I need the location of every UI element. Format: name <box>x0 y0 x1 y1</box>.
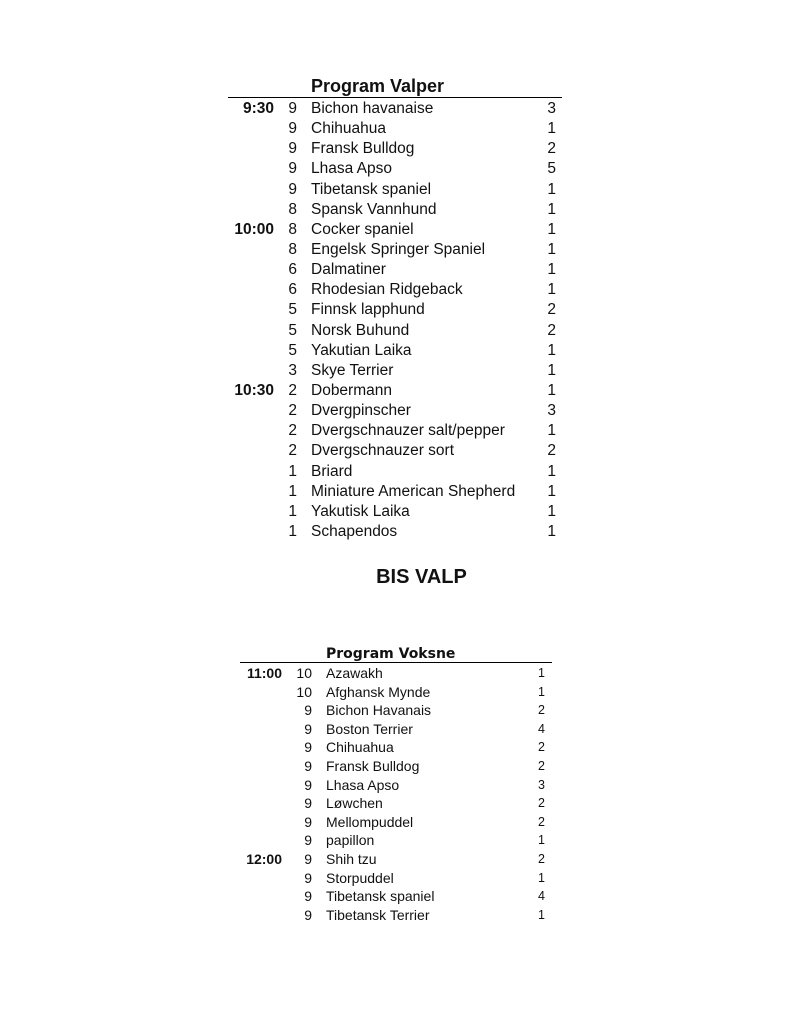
valper-title: Program Valper <box>311 76 445 96</box>
group-cell: 1 <box>288 502 297 520</box>
time-cell: 10:00 <box>234 220 274 238</box>
group-cell: 8 <box>288 200 297 218</box>
count-cell: 1 <box>547 240 556 258</box>
breed-cell: Chihuahua <box>326 739 394 756</box>
count-cell: 2 <box>538 759 545 773</box>
breed-cell: papillon <box>326 832 375 849</box>
count-cell: 1 <box>547 482 556 500</box>
breed-cell: Miniature American Shepherd <box>311 482 516 500</box>
breed-cell: Yakutisk Laika <box>311 502 410 520</box>
count-cell: 5 <box>547 160 556 178</box>
group-cell: 9 <box>304 869 312 886</box>
group-cell: 5 <box>288 341 297 359</box>
group-cell: 9 <box>288 160 297 178</box>
time-cell: 12:00 <box>246 851 282 867</box>
breed-cell: Løwchen <box>326 795 383 812</box>
group-cell: 2 <box>288 402 297 420</box>
count-cell: 1 <box>547 341 556 359</box>
group-cell: 8 <box>288 220 297 238</box>
breed-cell: Spansk Vannhund <box>311 200 437 218</box>
group-cell: 9 <box>304 813 312 830</box>
breed-cell: Dvergschnauzer salt/pepper <box>311 422 505 440</box>
breed-cell: Schapendos <box>311 522 398 540</box>
breed-cell: Bichon havanaise <box>311 100 434 117</box>
count-cell: 1 <box>538 870 545 885</box>
table-row <box>0 870 791 889</box>
count-cell: 4 <box>538 889 545 904</box>
bis-valp-heading: BIS VALP <box>376 566 467 588</box>
breed-cell: Yakutian Laika <box>311 341 412 359</box>
count-cell: 1 <box>547 120 556 138</box>
table-row <box>0 702 791 721</box>
table-row <box>0 795 791 814</box>
breed-cell: Norsk Buhund <box>311 321 410 339</box>
group-cell: 3 <box>288 361 297 379</box>
breed-cell: Rhodesian Ridgeback <box>311 281 463 299</box>
group-cell: 9 <box>304 832 312 849</box>
group-cell: 5 <box>288 301 297 319</box>
table-row <box>0 665 791 684</box>
group-cell: 6 <box>288 261 297 279</box>
count-cell: 1 <box>538 833 545 848</box>
table-row <box>0 907 791 926</box>
group-cell: 8 <box>288 240 297 258</box>
breed-cell: Bichon Havanais <box>326 702 432 719</box>
count-cell: 1 <box>547 220 556 238</box>
breed-cell: Azawakh <box>326 665 383 681</box>
time-cell: 9:30 <box>242 100 274 117</box>
count-cell: 2 <box>547 321 556 339</box>
breed-cell: Chihuahua <box>311 120 386 138</box>
breed-cell: Lhasa Apso <box>311 160 393 178</box>
table-row <box>0 777 791 796</box>
group-cell: 9 <box>304 776 312 793</box>
group-cell: 9 <box>304 758 312 774</box>
group-cell: 1 <box>288 522 297 540</box>
table-row <box>0 851 791 870</box>
group-cell: 9 <box>304 906 312 923</box>
count-cell: 1 <box>547 381 556 399</box>
group-cell: 9 <box>304 702 312 719</box>
group-cell: 9 <box>304 795 312 812</box>
breed-cell: Tibetansk spaniel <box>311 180 432 198</box>
group-cell: 2 <box>288 381 297 399</box>
breed-cell: Cocker spaniel <box>311 220 414 238</box>
table-row <box>0 888 791 907</box>
group-cell: 1 <box>288 462 297 480</box>
breed-cell: Mellompuddel <box>326 813 414 830</box>
breed-cell: Finnsk lapphund <box>311 301 425 319</box>
table-row <box>0 832 791 851</box>
group-cell: 10 <box>296 665 312 681</box>
count-cell: 2 <box>538 703 545 718</box>
group-cell: 9 <box>304 888 312 905</box>
count-cell: 4 <box>538 721 545 736</box>
time-cell: 10:30 <box>234 381 274 399</box>
breed-cell: Fransk Bulldog <box>326 758 420 774</box>
breed-cell: Lhasa Apso <box>326 776 400 793</box>
table-row <box>0 684 791 703</box>
count-cell: 1 <box>547 281 556 299</box>
group-cell: 9 <box>304 851 312 867</box>
group-cell: 9 <box>304 739 312 756</box>
count-cell: 1 <box>547 200 556 218</box>
count-cell: 1 <box>547 180 556 198</box>
breed-cell: Shih tzu <box>326 851 377 867</box>
count-cell: 1 <box>547 261 556 279</box>
count-cell: 1 <box>547 462 556 480</box>
group-cell: 9 <box>288 120 297 138</box>
count-cell: 3 <box>547 100 556 117</box>
breed-cell: Storpuddel <box>326 869 394 886</box>
group-cell: 9 <box>304 720 312 737</box>
count-cell: 1 <box>547 502 556 520</box>
group-cell: 1 <box>288 482 297 500</box>
table-row <box>0 758 791 777</box>
count-cell: 1 <box>547 522 556 540</box>
group-cell: 9 <box>288 100 297 117</box>
count-cell: 1 <box>547 422 556 440</box>
voksne-header-rule <box>240 662 552 663</box>
count-cell: 1 <box>547 361 556 379</box>
count-cell: 2 <box>547 140 556 158</box>
count-cell: 1 <box>538 907 545 922</box>
count-cell: 2 <box>538 796 545 811</box>
count-cell: 2 <box>538 814 545 829</box>
breed-cell: Engelsk Springer Spaniel <box>311 240 486 258</box>
group-cell: 2 <box>288 442 297 460</box>
breed-cell: Briard <box>311 462 353 480</box>
table-row <box>0 721 791 740</box>
breed-cell: Dvergpinscher <box>311 402 411 420</box>
group-cell: 6 <box>288 281 297 299</box>
count-cell: 2 <box>538 740 545 755</box>
voksne-title: Program Voksne <box>326 646 456 662</box>
group-cell: 9 <box>288 180 297 198</box>
group-cell: 9 <box>288 140 297 158</box>
breed-cell: Skye Terrier <box>311 361 394 379</box>
count-cell: 2 <box>547 442 556 460</box>
group-cell: 10 <box>296 683 312 700</box>
count-cell: 2 <box>538 852 545 866</box>
breed-cell: Dobermann <box>311 381 392 399</box>
breed-cell: Fransk Bulldog <box>311 140 415 158</box>
breed-cell: Boston Terrier <box>326 720 413 737</box>
group-cell: 2 <box>288 422 297 440</box>
count-cell: 2 <box>547 301 556 319</box>
table-row <box>0 739 791 758</box>
count-cell: 3 <box>547 402 556 420</box>
breed-cell: Afghansk Mynde <box>326 683 431 700</box>
time-cell: 11:00 <box>246 665 282 681</box>
count-cell: 1 <box>538 666 545 680</box>
table-row <box>0 814 791 833</box>
count-cell: 1 <box>538 684 545 699</box>
group-cell: 5 <box>288 321 297 339</box>
breed-cell: Dvergschnauzer sort <box>311 442 455 460</box>
count-cell: 3 <box>538 777 545 792</box>
breed-cell: Tibetansk spaniel <box>326 888 435 905</box>
breed-cell: Dalmatiner <box>311 261 386 279</box>
breed-cell: Tibetansk Terrier <box>326 906 430 923</box>
